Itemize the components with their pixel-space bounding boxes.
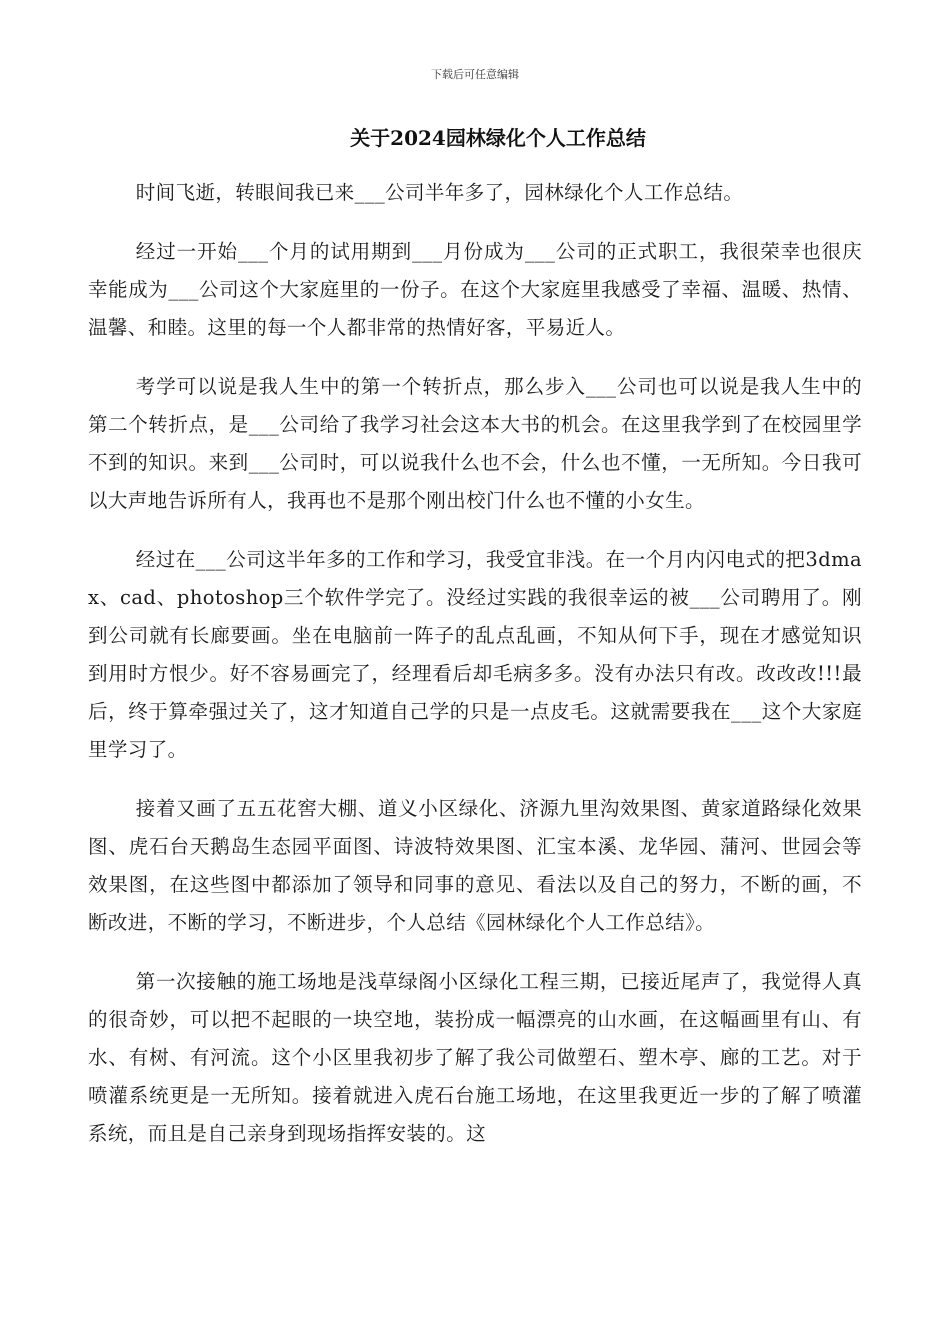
paragraph-5: 接着又画了五五花窖大棚、道义小区绿化、济源九里沟效果图、黄家道路绿化效果图、虎石台天鹅岛生态园平面图、诗波特效果图、汇宝本溪、龙华园、蒲河、世园会等效果图，在这些图中都添加了领导和同事的意见、看法以及自己的努力，不断的画，不断改进，不断的学习，不断进步，个人总结《园林绿化个人工作总结》。 xyxy=(88,797,862,934)
paragraph-3: 考学可以说是我人生中的第一个转折点，那么步入___公司也可以说是我人生中的第二个转折点，是___公司给了我学习社会这本大书的机会。在这里我学到了在校园里学不到的知识。来到___公司时，可以说我什么也不会，什么也不懂，一无所知。今日我可以大声地告诉所有人，我再也不是那个刚出校门什么也不懂的小女生。 xyxy=(88,375,862,512)
paragraph-4: 经过在___公司这半年多的工作和学习，我受宜非浅。在一个月内闪电式的把3dmax、cad、photoshop三个软件学完了。没经过实践的我很幸运的被___公司聘用了。刚到公司就有长廊要画。坐在电脑前一阵子的乱点乱画，不知从何下手，现在才感觉知识到用时方恨少。好不容易画完了，经理看后却毛病多多。没有办法只有改。改改改!!!最后，终于算牵强过关了，这才知道自己学的只是一点皮毛。这就需要我在___这个大家庭里学习了。 xyxy=(88,548,862,761)
paragraph-2: 经过一开始___个月的试用期到___月份成为___公司的正式职工，我很荣幸也很庆幸能成为___公司这个大家庭里的一份子。在这个大家庭里我感受了幸福、温暖、热情、温馨、和睦。这里的每一个人都非常的热情好客，平易近人。 xyxy=(88,240,862,339)
document-body xyxy=(88,174,862,1174)
paragraph-6: 第一次接触的施工场地是浅草绿阁小区绿化工程三期，已接近尾声了，我觉得人真的很奇妙，可以把不起眼的一块空地，装扮成一幅漂亮的山水画，在这幅画里有山、有水、有树、有河流。这个小区里我初步了解了我公司做塑石、塑木亭、廊的工艺。对于喷灌系统更是一无所知。接着就进入虎石台施工场地，在这里我更近一步的了解了喷灌系统，而且是自己亲身到现场指挥安装的。这 xyxy=(88,970,862,1145)
document-title: 关于2024园林绿化个人工作总结 xyxy=(350,126,646,150)
paragraph-1: 时间飞逝，转眼间我已来___公司半年多了，园林绿化个人工作总结。 xyxy=(135,181,744,204)
download-note: 下载后可任意编辑 xyxy=(431,68,519,81)
